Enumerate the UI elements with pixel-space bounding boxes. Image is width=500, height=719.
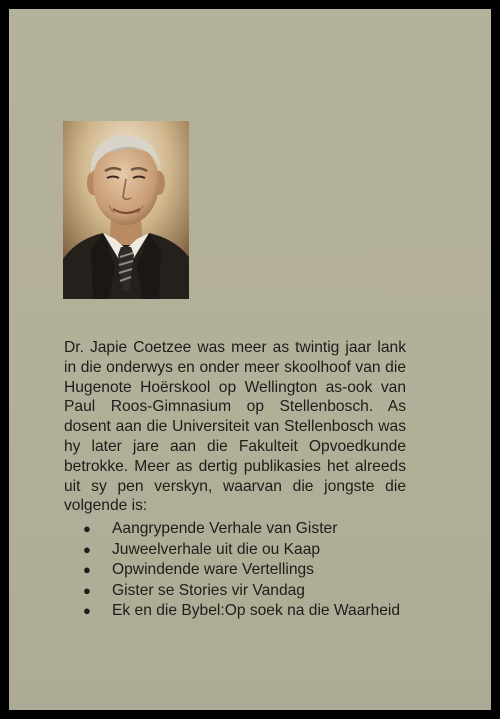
book-title: Aangrypende Verhale van Gister [112,520,338,537]
book-list-item [64,581,400,602]
book-list-item [64,560,400,581]
book-list-item [64,540,400,561]
bullet-icon: ● [83,562,91,578]
bullet-icon: ● [83,541,91,557]
book-list-item [64,519,400,540]
book-list [64,519,400,622]
bullet-icon: ● [83,521,91,536]
book-list-item [64,601,400,622]
author-photo [63,121,189,299]
author-portrait [63,121,189,299]
bullet-icon: ● [83,603,91,619]
book-title: Opwindende ware Vertellings [112,561,314,579]
back-cover [9,9,491,710]
book-title: Gister se Stories vir Vandag [112,581,305,599]
bullet-icon: ● [83,582,91,598]
author-biography: Dr. Japie Coetzee was meer as twintig jaar lank in die onderwys en onder meer skoolhoof van die Hugenote Hoërskool op Wellington as-ook van Paul Roos-Gimnasium op Stellenbosch. As dosent aan die Universiteit van Stellenbosch was hy later jare aan die Fakulteit Opvoedkunde betrokke. Meer as dertig publikasies het alreeds uit sy pen verskyn, waarvan die jongste die volgende is: [64,339,406,515]
book-title: Ek en die Bybel:Op soek na die Waarheid [112,602,401,620]
book-title: Juweelverhale uit die ou Kaap [112,540,321,558]
